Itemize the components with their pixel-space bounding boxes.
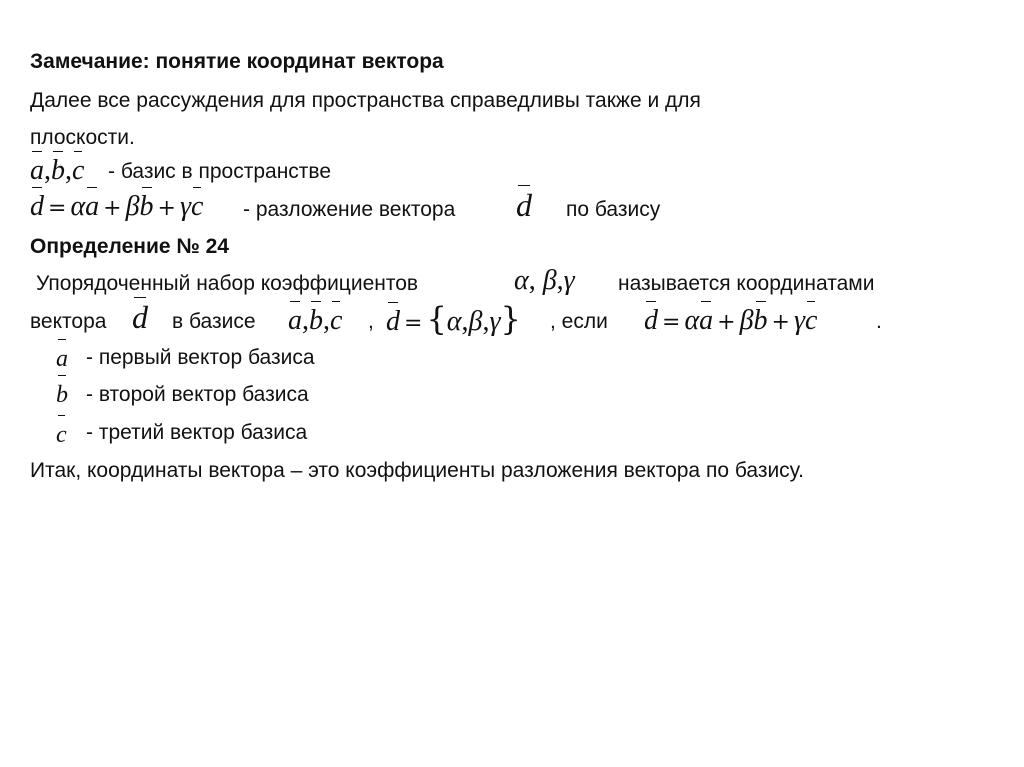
second-vector-text: - второй вектор базиса (86, 383, 309, 406)
decomposition-text: - разложение вектора (243, 198, 456, 221)
decomposition-formula: d = αa + βb + γc (30, 191, 204, 222)
intro-line-2: плоскости. (30, 126, 135, 149)
vector-c: c (72, 155, 85, 186)
definition-word-vector: вектора (30, 310, 107, 333)
definition-period: . (876, 310, 882, 333)
decomposition-by-basis: по базису (566, 198, 661, 221)
coefficients-formula: α, β,γ (514, 265, 575, 296)
basis-formula: a,b,c (30, 155, 85, 186)
definition-heading: Определение № 24 (30, 235, 229, 258)
third-vector-symbol: c (56, 422, 67, 448)
conclusion: Итак, координаты вектора – это коэффициенты разложения вектора по базису. (30, 459, 804, 482)
slide-title: Замечание: понятие координат вектора (30, 50, 444, 73)
first-vector-text: - первый вектор базиса (86, 346, 315, 369)
vector-a: a (30, 155, 44, 186)
basis-text: - базис в пространстве (108, 160, 332, 183)
intro-line-1: Далее все рассуждения для пространства справедливы также и для (30, 89, 701, 112)
coordinates-formula: d = {α,β,γ} (386, 300, 521, 338)
vector-d-symbol-2: d (132, 299, 148, 335)
definition-comma: , (368, 310, 374, 333)
basis-formula-2: a,b,c (288, 305, 343, 336)
definition-in-basis: в базисе (172, 310, 256, 333)
vector-d-symbol: d (516, 187, 532, 223)
definition-if: , если (550, 310, 608, 333)
definition-line-1-start: Упорядоченный набор коэффициентов (36, 272, 419, 295)
third-vector-text: - третий вектор базиса (86, 421, 308, 444)
decomposition-formula-2: d = αa + βb + γc (644, 305, 818, 336)
first-vector-symbol: a (56, 346, 68, 372)
definition-line-1-end: называется координатами (618, 272, 875, 295)
second-vector-symbol: b (56, 382, 68, 408)
vector-b: b (51, 155, 65, 186)
